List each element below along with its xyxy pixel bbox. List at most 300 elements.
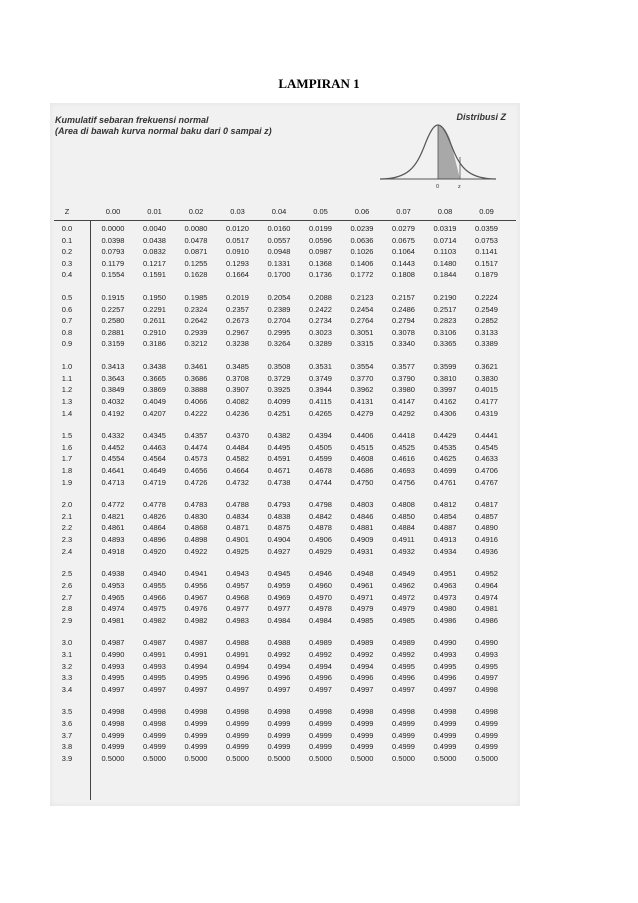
z-value: 3.7 [61, 730, 73, 740]
table-cell: 0.2910 [143, 327, 166, 337]
table-cell: 0.4976 [184, 604, 208, 614]
table-row [50, 604, 520, 616]
z-value: 0.9 [61, 339, 73, 349]
z-value: 1.6 [61, 442, 73, 452]
table-row [50, 270, 520, 282]
table-cell: 0.4319 [475, 408, 498, 418]
z-value: 1.9 [61, 477, 73, 487]
table-cell: 0.0557 [267, 235, 291, 245]
table-cell: 0.4962 [392, 580, 415, 590]
table-cell: 0.4973 [433, 592, 457, 602]
table-cell: 0.4999 [267, 730, 291, 740]
table-cell: 0.4812 [433, 500, 457, 510]
table-cell: 0.1255 [184, 258, 208, 268]
table-cell: 0.4999 [184, 730, 208, 740]
z-value: 0.8 [61, 327, 73, 337]
table-cell: 0.4999 [226, 742, 249, 752]
table-cell: 0.4997 [350, 684, 374, 694]
table-cell: 0.4931 [350, 546, 374, 556]
table-row [50, 397, 520, 409]
table-cell: 0.1664 [226, 270, 249, 280]
table-cell: 0.4987 [184, 638, 208, 648]
column-header: 0.02 [188, 207, 204, 216]
table-cell: 0.4994 [267, 661, 291, 671]
table-cell: 0.1844 [433, 270, 457, 280]
table-cell: 0.4969 [267, 592, 291, 602]
table-cell: 0.0120 [226, 224, 249, 233]
table-cell: 0.0636 [350, 235, 374, 245]
z-value: 0.3 [61, 258, 73, 268]
table-cell: 0.4525 [392, 442, 415, 452]
table-cell: 0.4616 [392, 454, 415, 464]
table-cell: 0.4726 [184, 477, 208, 487]
table-cell: 0.4990 [101, 649, 125, 659]
table-cell: 0.0000 [101, 224, 125, 233]
table-cell: 0.2580 [101, 316, 125, 326]
table-cell: 0.3289 [309, 339, 332, 349]
table-cell: 0.4463 [143, 442, 166, 452]
table-row [50, 754, 520, 766]
column-header: 0.09 [479, 207, 494, 216]
z-value: 2.2 [61, 523, 73, 533]
table-cell: 0.2123 [350, 293, 374, 303]
table-cell: 0.4986 [433, 615, 457, 625]
table-cell: 0.4999 [267, 742, 291, 752]
table-cell: 0.4857 [475, 511, 498, 521]
table-cell: 0.2852 [475, 316, 498, 326]
table-cell: 0.4625 [433, 454, 457, 464]
table-cell: 0.3264 [267, 339, 291, 349]
z-value: 2.6 [61, 580, 73, 590]
table-cell: 0.4999 [392, 719, 415, 729]
table-cell: 0.4981 [101, 615, 125, 625]
table-cell: 0.4998 [433, 707, 457, 717]
table-cell: 0.4998 [101, 719, 125, 729]
column-header: 0.03 [230, 207, 245, 216]
table-cell: 0.4997 [392, 684, 415, 694]
table-cell: 0.4927 [267, 546, 291, 556]
table-cell: 0.3315 [350, 339, 374, 349]
table-cell: 0.4977 [226, 604, 249, 614]
table-cell: 0.4993 [475, 649, 498, 659]
table-cell: 0.3907 [226, 385, 249, 395]
table-cell: 0.4994 [184, 661, 208, 671]
table-cell: 0.3944 [309, 385, 332, 395]
table-cell: 0.4099 [267, 396, 291, 406]
table-cell: 0.4265 [309, 408, 332, 418]
table-cell: 0.4999 [309, 719, 332, 729]
table-cell: 0.3238 [226, 339, 249, 349]
table-cell: 0.4966 [143, 592, 166, 602]
table-cell: 0.4999 [101, 730, 125, 740]
table-cell: 0.4999 [433, 730, 457, 740]
table-cell: 0.4887 [433, 523, 457, 533]
table-cell: 0.1700 [267, 270, 291, 280]
table-cell: 0.2517 [433, 304, 457, 314]
table-cell: 0.4292 [392, 408, 415, 418]
table-cell: 0.4988 [267, 638, 291, 648]
table-cell: 0.2054 [267, 293, 291, 303]
table-row [50, 316, 520, 328]
table-cell: 0.3106 [433, 327, 457, 337]
z-value: 0.4 [61, 270, 73, 280]
table-cell: 0.4999 [309, 742, 332, 752]
table-cell: 0.1443 [392, 258, 415, 268]
table-cell: 0.4997 [475, 673, 498, 683]
table-cell: 0.3531 [309, 362, 332, 372]
table-cell: 0.5000 [226, 753, 249, 763]
table-row [50, 719, 520, 731]
table-cell: 0.2224 [475, 293, 498, 303]
z-value: 2.4 [61, 546, 73, 556]
table-cell: 0.4994 [350, 661, 374, 671]
table-cell: 0.0675 [392, 235, 415, 245]
table-cell: 0.4940 [143, 569, 166, 579]
z-value: 1.2 [61, 385, 73, 395]
table-cell: 0.4991 [143, 649, 166, 659]
table-cell: 0.4671 [267, 465, 291, 475]
table-row [50, 362, 520, 374]
z-value: 1.4 [61, 408, 73, 418]
table-cell: 0.4992 [309, 649, 332, 659]
table-cell: 0.3508 [267, 362, 291, 372]
table-cell: 0.4686 [350, 465, 374, 475]
z-value: 3.6 [61, 719, 73, 729]
table-cell: 0.4980 [433, 604, 457, 614]
table-cell: 0.4554 [101, 454, 125, 464]
table-cell: 0.3665 [143, 373, 166, 383]
table-cell: 0.4993 [143, 661, 166, 671]
table-cell: 0.2939 [184, 327, 208, 337]
table-cell: 0.0793 [101, 247, 125, 257]
table-cell: 0.4970 [309, 592, 332, 602]
table-cell: 0.4953 [101, 580, 125, 590]
z-value: 3.4 [61, 684, 73, 694]
table-cell: 0.0160 [267, 224, 291, 233]
table-cell: 0.0319 [433, 224, 457, 233]
z-value: 1.1 [61, 373, 73, 383]
table-cell: 0.4808 [392, 500, 415, 510]
table-cell: 0.4332 [101, 431, 125, 441]
table-row [50, 224, 520, 236]
z-value: 3.0 [61, 638, 73, 648]
z-value: 3.3 [61, 673, 73, 683]
shaded-area [438, 125, 460, 179]
z-value: 1.3 [61, 396, 73, 406]
table-row [50, 236, 520, 248]
table-cell: 0.4984 [267, 615, 291, 625]
table-cell: 0.3849 [101, 385, 125, 395]
table-cell: 0.2257 [101, 304, 125, 314]
table-cell: 0.2422 [309, 304, 332, 314]
table-row [50, 247, 520, 259]
table-cell: 0.4989 [392, 638, 415, 648]
table-cell: 0.2486 [392, 304, 415, 314]
table-cell: 0.1517 [475, 258, 498, 268]
table-cell: 0.4987 [143, 638, 166, 648]
table-cell: 0.4798 [309, 500, 332, 510]
table-cell: 0.4984 [309, 615, 332, 625]
table-cell: 0.0987 [309, 247, 332, 257]
table-cell: 0.3980 [392, 385, 415, 395]
table-cell: 0.1217 [143, 258, 166, 268]
table-cell: 0.4162 [433, 396, 457, 406]
table-cell: 0.2019 [226, 293, 249, 303]
table-cell: 0.0596 [309, 235, 332, 245]
table-cell: 0.3749 [309, 373, 332, 383]
z-value: 0.2 [61, 247, 73, 257]
table-cell: 0.4767 [475, 477, 498, 487]
table-cell: 0.4995 [143, 673, 166, 683]
table-cell: 0.4999 [101, 742, 125, 752]
table-cell: 0.1026 [350, 247, 374, 257]
table-cell: 0.4985 [392, 615, 415, 625]
axis-label-z: z [458, 184, 461, 190]
table-cell: 0.0040 [143, 224, 166, 233]
table-cell: 0.4967 [184, 592, 208, 602]
table-cell: 0.0517 [226, 235, 249, 245]
z-value: 1.5 [61, 431, 73, 441]
table-cell: 0.4964 [475, 580, 498, 590]
table-cell: 0.4996 [267, 673, 291, 683]
table-cell: 0.4999 [475, 742, 498, 752]
table-cell: 0.4988 [226, 638, 249, 648]
table-cell: 0.4985 [350, 615, 374, 625]
table-cell: 0.0871 [184, 247, 208, 257]
table-cell: 0.4929 [309, 546, 332, 556]
table-cell: 0.4738 [267, 477, 291, 487]
table-cell: 0.4999 [184, 742, 208, 752]
table-row [50, 293, 520, 305]
table-cell: 0.4996 [350, 673, 374, 683]
table-cell: 0.4999 [226, 730, 249, 740]
table-cell: 0.4641 [101, 465, 125, 475]
table-cell: 0.4999 [350, 742, 374, 752]
table-row [50, 673, 520, 685]
table-cell: 0.4913 [433, 535, 457, 545]
table-cell: 0.4996 [226, 673, 249, 683]
table-cell: 0.0080 [184, 224, 208, 233]
table-cell: 0.3078 [392, 327, 415, 337]
table-cell: 0.5000 [101, 753, 125, 763]
table-cell: 0.4998 [226, 707, 249, 717]
table-cell: 0.4878 [309, 523, 332, 533]
z-value: 3.2 [61, 661, 73, 671]
table-row [50, 431, 520, 443]
table-cell: 0.4049 [143, 396, 166, 406]
table-cell: 0.4998 [101, 707, 125, 717]
table-cell: 0.4066 [184, 396, 208, 406]
table-cell: 0.1772 [350, 270, 374, 280]
table-cell: 0.4826 [143, 511, 166, 521]
table-cell: 0.4922 [184, 546, 208, 556]
table-cell: 0.4357 [184, 431, 208, 441]
table-cell: 0.2734 [309, 316, 332, 326]
table-cell: 0.4992 [267, 649, 291, 659]
table-cell: 0.1368 [309, 258, 332, 268]
column-header: 0.07 [396, 207, 411, 216]
table-cell: 0.4936 [475, 546, 498, 556]
table-cell: 0.5000 [143, 753, 166, 763]
table-cell: 0.4981 [475, 604, 498, 614]
table-row [50, 569, 520, 581]
z-value: 1.7 [61, 454, 73, 464]
table-cell: 0.3770 [350, 373, 374, 383]
table-cell: 0.4082 [226, 396, 249, 406]
table-cell: 0.4997 [226, 684, 249, 694]
table-cell: 0.4974 [101, 604, 125, 614]
table-cell: 0.4992 [350, 649, 374, 659]
z-value: 0.6 [61, 304, 73, 314]
table-row [50, 259, 520, 271]
table-cell: 0.3686 [184, 373, 208, 383]
table-row [50, 305, 520, 317]
table-cell: 0.4975 [143, 604, 166, 614]
table-cell: 0.2673 [226, 316, 249, 326]
table-cell: 0.2157 [392, 293, 415, 303]
table-cell: 0.4115 [309, 396, 332, 406]
table-cell: 0.0279 [392, 224, 415, 233]
table-cell: 0.2324 [184, 304, 208, 314]
table-cell: 0.4987 [101, 638, 125, 648]
table-cell: 0.3925 [267, 385, 291, 395]
table-cell: 0.4306 [433, 408, 457, 418]
table-cell: 0.0438 [143, 235, 166, 245]
table-cell: 0.1064 [392, 247, 415, 257]
table-cell: 0.4948 [350, 569, 374, 579]
table-cell: 0.4997 [143, 684, 166, 694]
table-cell: 0.4998 [475, 684, 498, 694]
table-cell: 0.4998 [350, 707, 374, 717]
table-cell: 0.0753 [475, 235, 498, 245]
table-cell: 0.4998 [475, 707, 498, 717]
table-cell: 0.4990 [475, 638, 498, 648]
table-cell: 0.4838 [267, 511, 291, 521]
table-cell: 0.5000 [392, 753, 415, 763]
table-cell: 0.4932 [392, 546, 415, 556]
z-value: 3.5 [61, 707, 73, 717]
table-cell: 0.4995 [392, 661, 415, 671]
table-cell: 0.4750 [350, 477, 374, 487]
table-cell: 0.4996 [392, 673, 415, 683]
table-cell: 0.2995 [267, 327, 291, 337]
table-cell: 0.2389 [267, 304, 291, 314]
table-cell: 0.4898 [184, 535, 208, 545]
z-value: 2.9 [61, 615, 73, 625]
z-table-image [50, 103, 520, 806]
table-cell: 0.0478 [184, 235, 208, 245]
table-cell: 0.1950 [143, 293, 166, 303]
normal-curve-figure [378, 117, 498, 195]
table-cell: 0.4732 [226, 477, 249, 487]
z-value: 2.3 [61, 535, 73, 545]
table-cell: 0.1985 [184, 293, 208, 303]
table-cell: 0.5000 [267, 753, 291, 763]
table-cell: 0.5000 [309, 753, 332, 763]
table-cell: 0.4998 [267, 707, 291, 717]
axis-label-0: 0 [436, 184, 440, 190]
table-cell: 0.4564 [143, 454, 166, 464]
table-cell: 0.4916 [475, 535, 498, 545]
table-row [50, 328, 520, 340]
table-cell: 0.4983 [226, 615, 249, 625]
table-cell: 0.3997 [433, 385, 457, 395]
table-cell: 0.4649 [143, 465, 166, 475]
table-row [50, 466, 520, 478]
table-cell: 0.4998 [143, 707, 166, 717]
table-cell: 0.4505 [309, 442, 332, 452]
table-cell: 0.4890 [475, 523, 498, 533]
column-header: 0.01 [147, 207, 162, 216]
table-cell: 0.4515 [350, 442, 374, 452]
table-cell: 0.2611 [143, 316, 166, 326]
table-cell: 0.4821 [101, 511, 125, 521]
table-cell: 0.3643 [101, 373, 125, 383]
table-cell: 0.2088 [309, 293, 332, 303]
z-value: 0.0 [61, 224, 73, 233]
table-cell: 0.4474 [184, 442, 208, 452]
table-cell: 0.4974 [475, 592, 498, 602]
table-cell: 0.4251 [267, 408, 291, 418]
table-cell: 0.3340 [392, 339, 415, 349]
table-cell: 0.0239 [350, 224, 374, 233]
table-cell: 0.3869 [143, 385, 166, 395]
table-cell: 0.4999 [350, 719, 374, 729]
table-cell: 0.4706 [475, 465, 498, 475]
table-cell: 0.3413 [101, 362, 125, 372]
table-cell: 0.4484 [226, 442, 249, 452]
table-cell: 0.4951 [433, 569, 457, 579]
table-cell: 0.4817 [475, 500, 498, 510]
table-cell: 0.4918 [101, 546, 125, 556]
table-cell: 0.4906 [309, 535, 332, 545]
table-cell: 0.4861 [101, 523, 125, 533]
z-value: 3.1 [61, 649, 73, 659]
table-cell: 0.3365 [433, 339, 457, 349]
table-cell: 0.3554 [350, 362, 374, 372]
table-cell: 0.4599 [309, 454, 332, 464]
table-cell: 0.0359 [475, 224, 498, 233]
table-cell: 0.4992 [392, 649, 415, 659]
table-cell: 0.4949 [392, 569, 415, 579]
table-cell: 0.4941 [184, 569, 208, 579]
table-cell: 0.1628 [184, 270, 208, 280]
distribution-label: Distribusi Z [456, 112, 506, 122]
table-cell: 0.3729 [267, 373, 291, 383]
table-row [50, 662, 520, 674]
table-row [50, 454, 520, 466]
table-cell: 0.4999 [392, 742, 415, 752]
table-row [50, 374, 520, 386]
table-cell: 0.4920 [143, 546, 166, 556]
table-cell: 0.4946 [309, 569, 332, 579]
table-cell: 0.4713 [101, 477, 125, 487]
table-cell: 0.5000 [184, 753, 208, 763]
table-cell: 0.4997 [184, 684, 208, 694]
table-cell: 0.4207 [143, 408, 166, 418]
table-cell: 0.1915 [101, 293, 125, 303]
table-cell: 0.2794 [392, 316, 415, 326]
table-cell: 0.3159 [101, 339, 125, 349]
table-cell: 0.4998 [184, 707, 208, 717]
table-cell: 0.2823 [433, 316, 457, 326]
table-cell: 0.4982 [184, 615, 208, 625]
table-cell: 0.4279 [350, 408, 374, 418]
table-cell: 0.4772 [101, 500, 125, 510]
caption-line-2: (Area di bawah kurva normal baku dari 0 sampai z) [55, 126, 272, 136]
table-row [50, 512, 520, 524]
table-cell: 0.4943 [226, 569, 249, 579]
